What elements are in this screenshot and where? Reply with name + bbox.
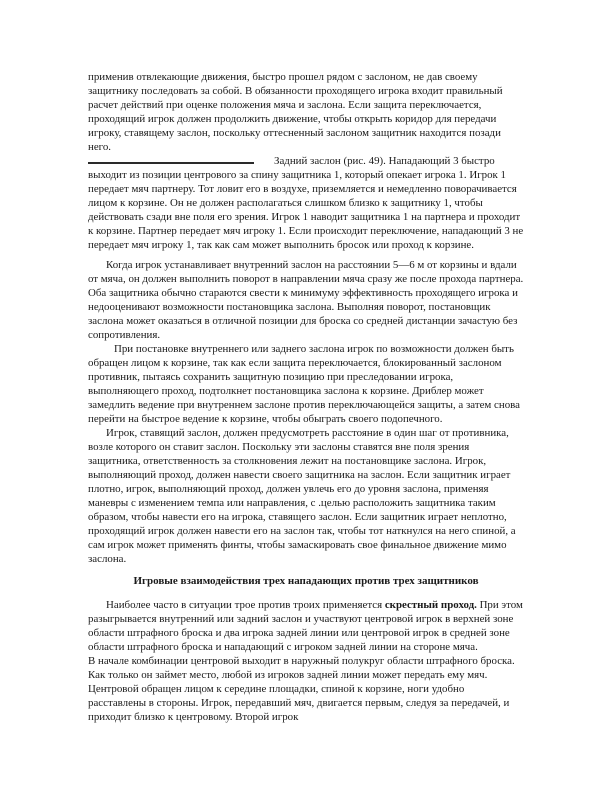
paragraph-2-body: выходит из позиции центрового за спину защитника 1, который опекает игрока 1. Игрок 1 передает мяч партнеру. Тот ловит его в воздухе, приземляется и немедленно поворачивается лицом к корзине. Он не должен располагаться слишком близко к защитнику 1, чтобы действовать сзади вне поля его зрения. Игрок 1 наводит защитника 1 на партнера и проходит к корзине. Партнер передает мяч игроку 1. Если происходит переключение, нападающий 3 не передает мяч игроку 1, так как сам может выполнить бросок или проход к корзине. — [88, 169, 524, 251]
paragraph-4: При постановке внутреннего или заднего заслона игрок по возможности должен быть обращен лицом к корзине, так как если защита переключается, блокированный заслоном противник, пытаясь сохранить защитную позицию при преследовании игрока, выполняющего проход, подтолкнет постановщика заслона к корзине. Дриблер может замедлить ведение при внутреннем заслоне против переключающейся защиты, а затем снова перейти на быстрое ведение к корзине, чтобы обыграть своего подопечного. — [88, 343, 520, 425]
text-block-bottom — [88, 598, 524, 724]
paragraph-6-rest: При этом разыгрывается внутренний или задний заслон и участвуют центровой игрок в верхней зоне области штрафного броска и два игрока задней линии или центровой игрок в средней зоне области штрафного броска и нападающий с игроком задней линии на стороне мяча. — [88, 599, 523, 653]
paragraph-6-term: скрестный проход. — [384, 599, 477, 611]
text-block-middle — [88, 258, 524, 566]
paragraph-6-start: Наиболее часто в ситуации трое против троих применяется — [106, 599, 385, 611]
paragraph-1: применив отвлекающие движения, быстро прошел рядом с заслоном, не дав своему защитнику последовать за собой. В обязанности проходящего игрока входит правильный расчет действий при оценке положения мяча и заслона. Если защита переключается, проходящий игрок должен продолжить движение, чтобы открыть коридор для передачи игроку, ставящему заслон, поскольку оттесненный заслоном защитник находится позади него. — [88, 71, 503, 153]
text-block-top — [88, 70, 524, 154]
paragraph-7: В начале комбинации центровой выходит в наружный полукруг области штрафного броска. Как только он займет место, любой из игроков задней линии может передать ему мяч. Центровой обращен лицом к середине площадки, спиной к корзине, ноги удобно расставлены в стороны. Игрок, передавший мяч, двигается первым, следуя за передачей, и приходит близко к центровому. Второй игрок — [88, 655, 515, 723]
paragraph-5: Игрок, ставящий заслон, должен предусмотреть расстояние в один шаг от противника, возле которого он ставит заслон. Поскольку эти заслоны ставятся вне поля зрения защитника, ответственность за столкновения лежит на постановщике заслона. Игрок, выполняющий проход, должен навести своего защитника на заслон. Если защитник играет плотно, игрок, выполняющий проход, должен увлечь его до уровня заслона, применяя маневры с изменением темпа или направления, с .целью расположить защитника таким образом, чтобы навести его на игрока, ставящего заслон. Если защитник играет неплотно, проходящий игрок должен навести его на заслон так, чтобы тот наткнулся на него спиной, а сам игрок может применять финты, чтобы замаскировать свое финальное движение мимо заслона. — [88, 427, 516, 565]
paragraph-6 — [88, 598, 524, 654]
paragraph-2-lead: Задний заслон (рис. 49). Нападающий 3 быстро — [274, 155, 495, 167]
text-block-back-screen — [88, 154, 524, 252]
paragraph-3: Когда игрок устанавливает внутренний заслон на расстоянии 5—6 м от корзины и вдали от мяча, он должен выполнить поворот в направлении мяча сразу же после прохода партнера. Оба защитника обычно стараются свести к минимуму эффективность проходящего игрока и недооценивают возможности постановщика заслона. Выполняя поворот, постановщик заслона может оказаться в отличной позиции для броска со средней дистанции зачастую без сопротивления. — [88, 259, 524, 341]
section-heading: Игровые взаимодействия трех нападающих против трех защитников — [133, 575, 479, 587]
